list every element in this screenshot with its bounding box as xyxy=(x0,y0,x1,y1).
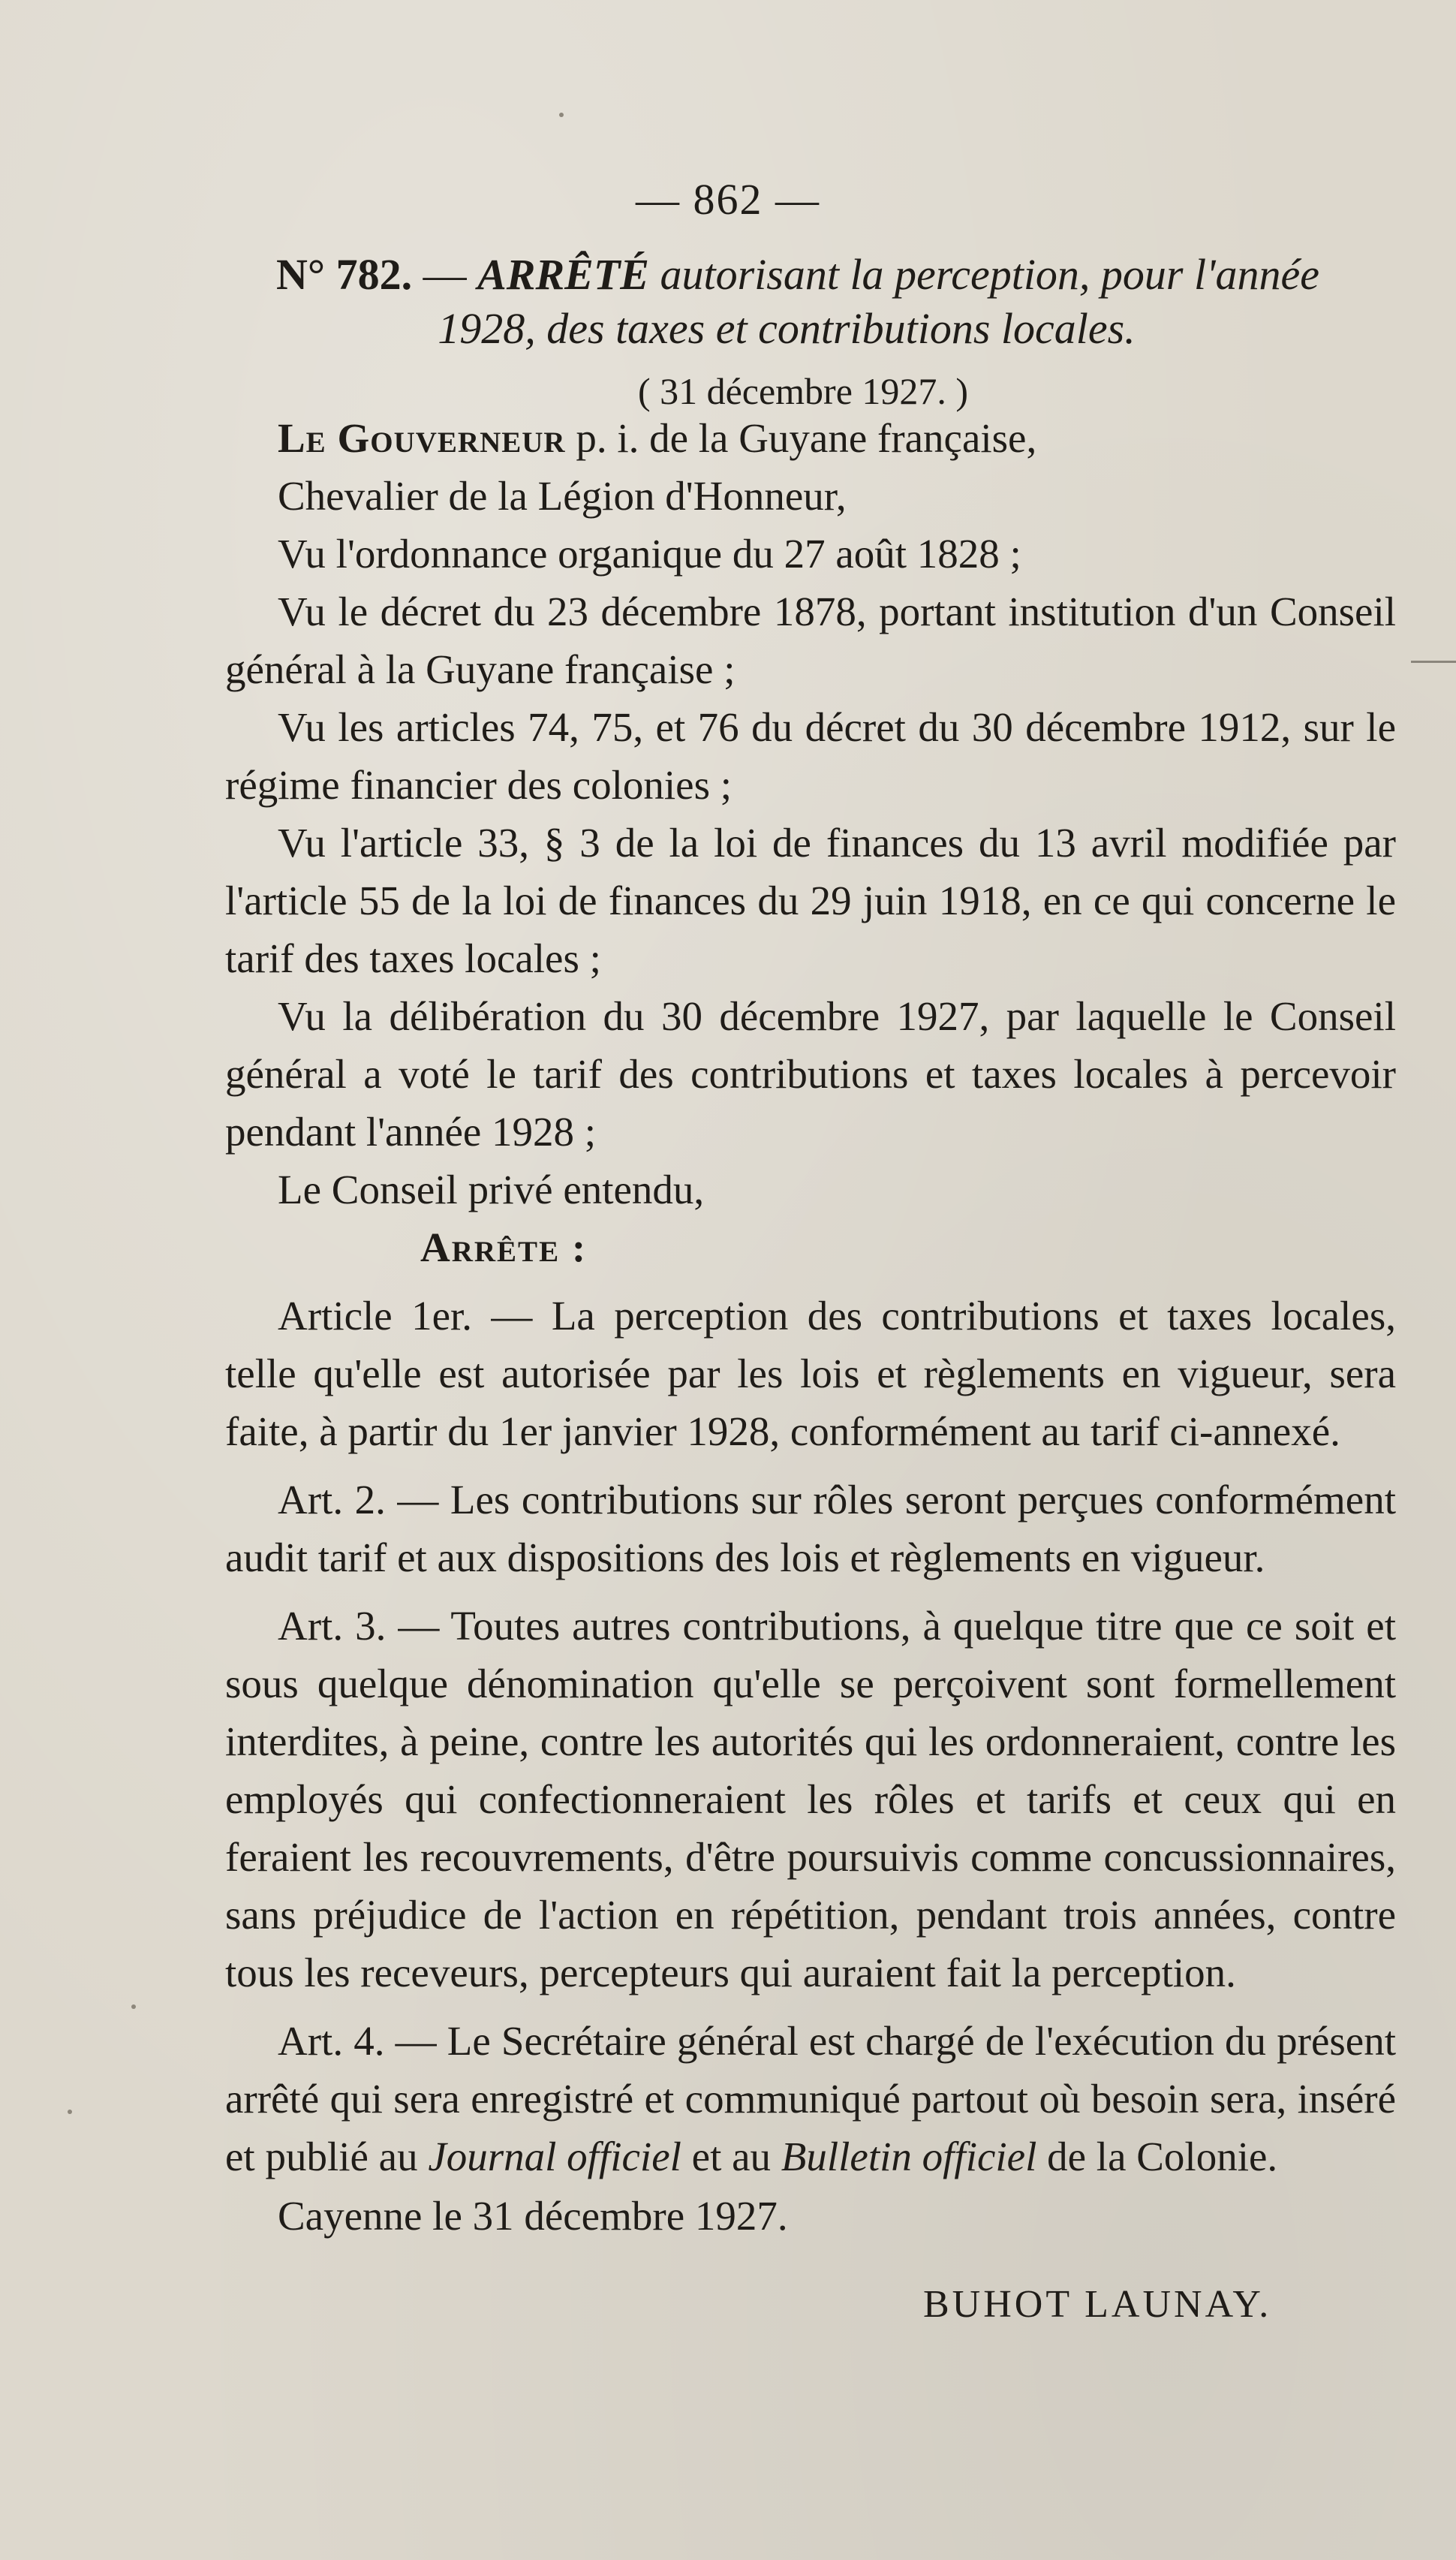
article-3-label: Art. 3. xyxy=(278,1603,387,1649)
decree-body xyxy=(225,409,1396,2185)
governor-line xyxy=(225,409,1396,467)
article-4-text-after: de la Colonie. xyxy=(1036,2134,1278,2179)
vu-articles-1912: Vu les articles 74, 75, et 76 du décret du 30 décembre 1912, sur le régime financier des colonies ; xyxy=(225,704,1396,808)
vu-loi-finances: Vu l'article 33, § 3 de la loi de finances du 13 avril modifiée par l'article 55 de la loi de finances du 29 juin 1918, en ce qui concerne le tarif des taxes locales ; xyxy=(225,820,1396,981)
title-line1: autorisant la perception, pour l'année xyxy=(648,250,1320,299)
article-4-text-before: — Le Secrétaire général est chargé de l'exécution du présent arrêté qui sera enregistré et communiqué partout où besoin sera, inséré et publié au xyxy=(225,2018,1396,2179)
margin-mark xyxy=(1411,661,1456,663)
article-3-text: — Toutes autres contributions, à quelque titre que ce soit et sous quelque dénomination qu'elle se perçoivent sont formellement interdites, à peine, contre les autorités qui les ordonneraient, contre les employés qui confectionneraient les rôles et tarifs et ceux qui en feraient les recouvrements, d'être poursuivis comme concussionnaires, sans préjudice de l'action en répétition, pendant trois années, contre tous les receveurs, percepteurs qui auraient fait la perception. xyxy=(225,1603,1396,1995)
article-1 xyxy=(225,1287,1396,1460)
vu-ordonnance: Vu l'ordonnance organique du 27 août 1828 ; xyxy=(278,531,1021,577)
governor-label: Le Gouverneur xyxy=(278,415,566,461)
article-1-text: — La perception des contributions et taxes locales, telle qu'elle est autorisée par les lois et règlements en vigueur, sera faite, à partir du 1er janvier 1928, conformément au tarif ci-annexé. xyxy=(225,1293,1396,1454)
arrete-heading: Arrête : xyxy=(420,1224,588,1270)
bulletin-officiel: Bulletin officiel xyxy=(781,2134,1037,2179)
decree-number: N° 782. xyxy=(276,250,413,299)
article-4 xyxy=(225,2012,1396,2185)
vu-deliberation: Vu la délibération du 30 décembre 1927, par laquelle le Conseil général a voté le tarif des contributions et taxes locales à percevoir pendant l'année 1928 ; xyxy=(225,993,1396,1155)
decree-title xyxy=(276,248,1417,356)
decree-date: ( 31 décembre 1927. ) xyxy=(637,370,969,412)
article-4-text-mid: et au xyxy=(681,2134,781,2179)
article-4-label: Art. 4. xyxy=(278,2018,385,2064)
article-2-text: — Les contributions sur rôles seront perçues conformément audit tarif et aux dispositions des lois et règlements en vigueur. xyxy=(225,1477,1396,1580)
paper-speck xyxy=(559,113,564,117)
vu-decret-1878: Vu le décret du 23 décembre 1878, portant institution d'un Conseil général à la Guyane française ; xyxy=(225,589,1396,692)
title-dash: — xyxy=(412,250,478,299)
governor-rest: p. i. de la Guyane française, xyxy=(565,415,1037,461)
article-2 xyxy=(225,1471,1396,1586)
title-line2: 1928, des taxes et contributions locales. xyxy=(438,304,1136,353)
decree-word: ARRÊTÉ xyxy=(477,250,649,299)
chevalier-line: Chevalier de la Légion d'Honneur, xyxy=(278,473,847,519)
article-3 xyxy=(225,1597,1396,2001)
signoff-place-date: Cayenne le 31 décembre 1927. xyxy=(278,2193,788,2239)
paper-speck xyxy=(131,2004,136,2009)
conseil-prive-line: Le Conseil privé entendu, xyxy=(278,1167,705,1212)
article-2-label: Art. 2. xyxy=(278,1477,386,1522)
article-1-label: Article 1er. xyxy=(278,1293,473,1339)
journal-officiel: Journal officiel xyxy=(428,2134,681,2179)
signature: BUHOT LAUNAY. xyxy=(923,2283,1272,2326)
paper-speck xyxy=(68,2110,72,2114)
page-number: — 862 — xyxy=(636,175,820,224)
